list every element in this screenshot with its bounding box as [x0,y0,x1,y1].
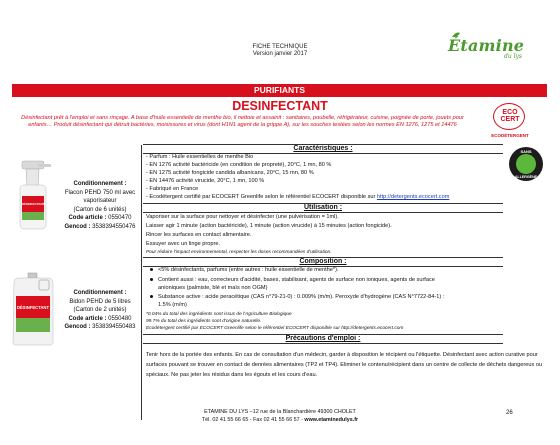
spray-bottle-image [14,158,54,230]
product2-format: Bidon PEHD de 5 litres [69,298,131,305]
ecocert-link[interactable]: http://detergents.ecocert.com [376,194,450,200]
product1-gencod-value: 3538394550476 [92,223,136,230]
characteristics-title: Caractéristiques : [143,144,503,154]
composition-text: Substance active : acide peracétique (CAS n°79-21-0) : 0.009% (m/m). Peroxyde d'hydrogène (CAS N°7722-84-1) : [158,294,445,300]
bullet-icon [150,295,153,298]
product1-format: Flacon PEHD 750 ml avec [64,189,136,196]
product-title: DESINFECTANT [232,99,328,113]
usage-line: Vaporiser sur la surface pour nettoyer et désinfecter (une pulvérisation = 1ml). [146,214,339,220]
product1-code-value: 0550470 [108,215,132,221]
product1-carton: (Carton de 6 unités) [73,206,127,213]
ecocert-seal [493,103,525,130]
bullet-icon [150,268,153,271]
canister-image [10,272,56,346]
product1-heading: Conditionnement : [73,181,127,187]
footer-phone: Tél. 02 41 55 66 65 - Fax 02 41 55 66 57 - [201,417,305,423]
ecocert-text-cert: CERT [500,116,520,123]
composition-note: Ecodétergent certifié par ECOCERT Greenlife selon le référentiel ECOCERT disponible sur http://detergents.ecocert.com [146,326,404,331]
page-number: 26 [506,410,513,416]
composition-note: *0.04% du total des ingrédients sont issus de l'Agriculture Biologique [146,312,292,317]
doc-type: FICHE TECHNIQUE [252,44,308,50]
usage-line: Rincer les surfaces en contact alimentaire. [146,232,252,238]
product2-code [52,315,148,324]
logo-wordmark: Étamine [448,36,525,55]
composition-bullet [150,267,510,275]
ecocert-text-eco: ECO [502,109,518,116]
composition-bullet [150,294,510,302]
badge-bottom-text: ALLERGÈNE [514,175,538,179]
char-item: - EN 1276 activité bactéricide (en condition de propreté), 20°C, 1 mn, 80 % [146,162,332,168]
usage-note: Pour réduire l'impact environnemental, respecter les doses recommandées d'utilisation. [146,250,332,255]
char-ecocert-line [146,193,506,201]
product2-packaging [52,289,148,332]
composition-text: Contient aussi : eau, correcteurs d'acidité, bases, stabilisant, agents de surface non ioniques, agents de surface [158,277,435,283]
badge-top-text: SANS [520,149,532,154]
bottle1-label: DÉSINFECTANT [21,202,45,206]
char-item: - EN 1275 activité fongicide candida albanicans, 20°C, 15 mn, 80 % [146,170,314,176]
product2-heading: Conditionnement : [73,290,127,296]
product1-format2: vaporisateur [83,198,117,204]
bottle2-label: DÉSINFECTANT [16,305,50,310]
etamine-logo [448,26,532,68]
composition-text-cont: 1.5% (m/m) [158,302,187,308]
precautions-text: Tenir hors de la portée des enfants. En cas de consultation d'un médecin, garder à disposition le récipient ou l'étiquette. Désinfectant avec action curative pour surfaces pouvant se trouver en contact de denrées alimentaires (TP2 et TP4). Eliminer le contenu/récipient dans un centre de collecte de déchets dangereux ou spéciaux. Ne pas jeter les résidus dans les égouts et les cours d'eau. [146,352,543,378]
product1-code-label: Code article : [68,215,107,221]
composition-note: 99.7% du total des ingrédients sont d'origine naturelle. [146,319,262,324]
product1-gencod-label: Gencod : [64,223,91,230]
footer-address: ETAMINE DU LYS –12 rue de la Blanchardière 49300 CHOLET [204,409,356,415]
precautions-title: Précautions d'emploi : [143,334,503,344]
product2-code-value: 0550480 [108,315,132,322]
footer-website-link[interactable]: www.etaminedulys.fr [304,417,359,423]
char-item: - EN 14476 activité virucide, 20°C, 1 mn, 100 % [146,178,265,184]
bullet-icon [150,278,153,281]
product1-packaging [52,180,148,231]
column-divider [141,145,142,420]
product2-carton: (Carton de 2 unités) [73,307,127,313]
logo-subtitle: du lys [504,53,522,60]
allergen-free-badge [509,147,543,181]
ecocert-label: ECODÉTERGENT [491,133,529,138]
product1-gencod [52,223,148,232]
usage-line: Essuyer avec un linge propre. [146,241,221,247]
product2-code-label: Code article : [68,315,107,322]
composition-bullet [150,277,510,285]
product-description: Désinfectant prêt à l'emploi et sans rinçage. A base d'huile essentielle de menthe bio, il nettoie et assainit : sanitaires, poubelle, réfrigérateur, cuisine, poignée de porte, jouets pour enfants… Produit désinfectant qui détruit bactéries, moisissures et virus (dont H1N1 agent de la grippe A), sur les souches testées selon les normes EN 1276, 1275 et 14476 [21,115,464,128]
ecocert-logo [486,103,534,143]
footer-contact [0,416,560,424]
composition-title: Composition : [143,257,503,267]
product2-gencod-label: Gencod : [64,324,91,330]
product2-gencod [52,323,148,332]
char-ecocert-text: - Ecodétergent certifié par ECOCERT Greenlife selon le référentiel ECOCERT disponible sur [146,194,377,200]
char-item: - Parfum : Huile essentielles de menthe Bio [146,154,254,160]
badge-center [516,154,536,174]
char-item: - Fabriqué en France [146,186,199,192]
doc-version: Version janvier 2017 [252,51,308,57]
composition-text: <5% désinfectants, parfums (entre autres : huile essentielle de menthe*). [158,267,339,273]
usage-title: Utilisation : [143,203,503,213]
composition-text-cont: anioniques (palmiste, blé et maïs non OGM) [158,285,268,291]
category-band: PURIFIANTS [12,84,547,97]
product2-gencod-value: 3538394550483 [92,324,136,330]
product1-code [52,214,148,223]
usage-line: Laisser agir 1 minute (action bactéricide), 1 minute (action virucide) à 15 minutes (action fongicide). [146,223,392,229]
